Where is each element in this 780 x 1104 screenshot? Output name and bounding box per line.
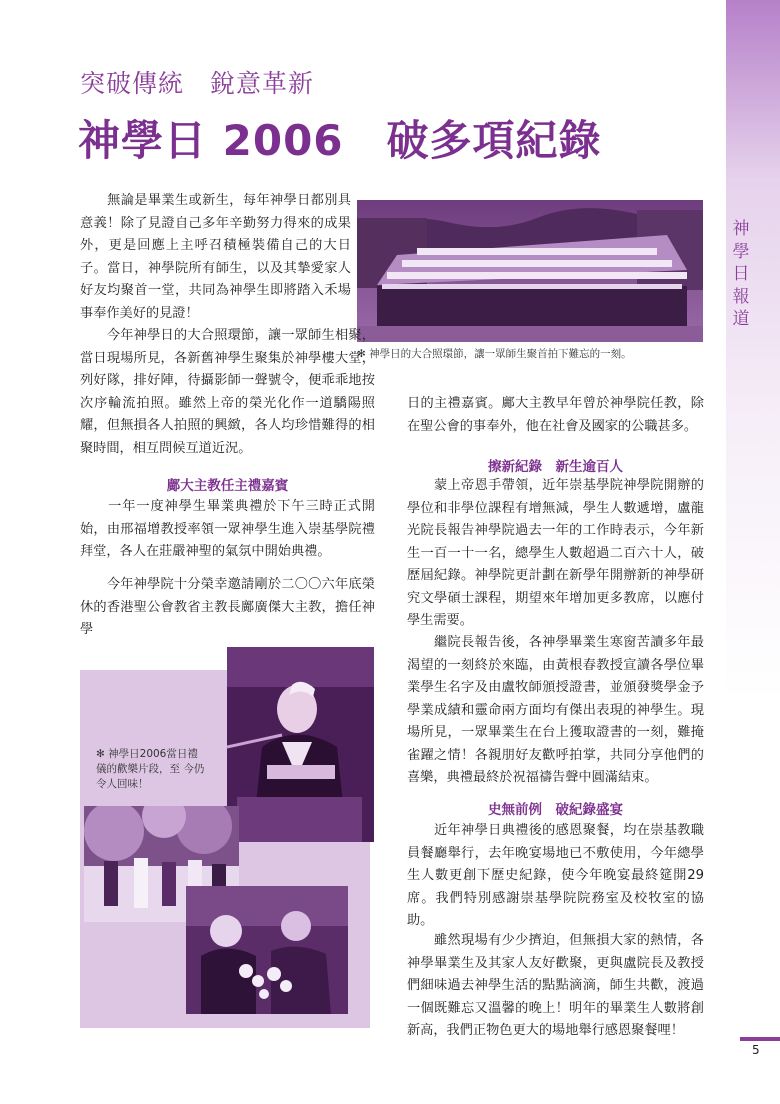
section-title-vertical: 神學日報道: [732, 219, 750, 329]
paragraph-graduation: 繼院長報告後，各神學畢業生寒窗苦讀多年最渴望的一刻終於來臨，由黃根春教授宣讀各學位畢業學生名字及由盧牧師頒授證書，並頒發獎學金予學業成績和靈命兩方面均有傑出表現的神學生。現場所見，一眾畢業生在台上獲取證書的一刻，難掩雀躍之情！各親朋好友歡呼拍掌，共同分享他們的喜樂，典禮最終於祝福禱告聲中圓滿結束。: [407, 635, 704, 785]
paragraph-new-students: 蒙上帝恩手帶領，近年崇基學院神學院開辦的學位和非學位課程有增無減，學生人數遞增，盧龍光院長報告神學院過去一年的工作時表示，今年新生一百一十一名，總學生人數超過二百六十人，破歷屆紀錄。神學院更計劃在新學年開辦新的神學研究文學碩士課程，期望來年增加更多教席，以應付學生需要。: [407, 478, 704, 628]
article-title: 神學日 2006 破多項紀錄: [78, 116, 602, 165]
paragraph-intro: 無論是畢業生或新生，每年神學日都別具意義！除了見證自己多年辛勤努力得來的成果外，更是回應上主呼召積極裝備自己的大日子。當日，神學院所有師生，以及其摯愛家人好友均聚首一堂，共同為神學生即將踏入禾場事奉作美好的見證！: [80, 193, 351, 321]
paragraph-guest-cont: 日的主禮嘉賓。鄺大主教早年曾於神學院任教，除在聖公會的事奉外，他在社會及國家的公職甚多。: [407, 396, 704, 434]
group-photo-caption: ✻ 神學日的大合照環節，讓一眾師生聚首拍下難忘的一刻。: [357, 348, 632, 360]
page-number: 5: [752, 1043, 760, 1057]
article-subtitle: 突破傳統 銳意革新: [80, 69, 315, 98]
sidebar-band: [726, 0, 780, 1030]
paragraph-closing: 雖然現場有少少擠迫，但無損大家的熱情，各神學畢業生及其家人友好歡聚，更與盧院長及教授們細味過去神學生活的點點滴滴，師生共歡，渡過一個既難忘又溫馨的晚上！明年的畢業生人數將創新高，我們正物色更大的場地舉行感恩聚餐哩！: [407, 933, 704, 1038]
paragraph-group-photo: 今年神學日的大合照環節，讓一眾師生相聚，當日現場所見，各新舊神學生聚集於神學樓大堂，列好隊，排好陣，待攝影師一聲號令，便乖乖地按次序輪流拍照。雖然上帝的榮光化作一道驕陽照耀，但無損各人拍照的興緻，各人均珍惜難得的相聚時間，相互問候互道近況。: [80, 328, 375, 456]
heading-banquet: 史無前例 破紀錄盛宴: [488, 802, 623, 818]
group-photo: [357, 200, 703, 342]
paragraph-ceremony: 一年一度神學生畢業典禮於下午三時正式開始，由邢福增教授率領一眾神學生進入崇基學院禮拜堂，各人在莊嚴神聖的氣氛中開始典禮。: [80, 499, 375, 559]
collage-caption: ✻ 神學日2006當日禮 儀的歡樂片段，至 今仍令人回味！: [96, 748, 205, 790]
speaker-photo: [227, 647, 374, 842]
paragraph-guest: 今年神學院十分榮幸邀請剛於二〇〇六年底榮休的香港聖公會教省主教長鄺廣傑大主教，擔任神學: [80, 577, 375, 637]
sidebar-rule: [740, 1037, 780, 1041]
heading-guest: 鄺大主教任主禮嘉賓: [166, 478, 289, 494]
flowers-photo: [186, 886, 348, 1014]
heading-new-students: 擦新紀錄 新生逾百人: [488, 459, 623, 475]
paragraph-banquet: 近年神學日典禮後的感恩聚餐，均在崇基教職員餐廳舉行，去年晚宴場地已不敷使用，今年總學生人數更創下歷史紀錄，使今年晚宴最終筵開29席。我們特別感謝崇基學院院務室及校牧室的協助。: [407, 823, 704, 928]
